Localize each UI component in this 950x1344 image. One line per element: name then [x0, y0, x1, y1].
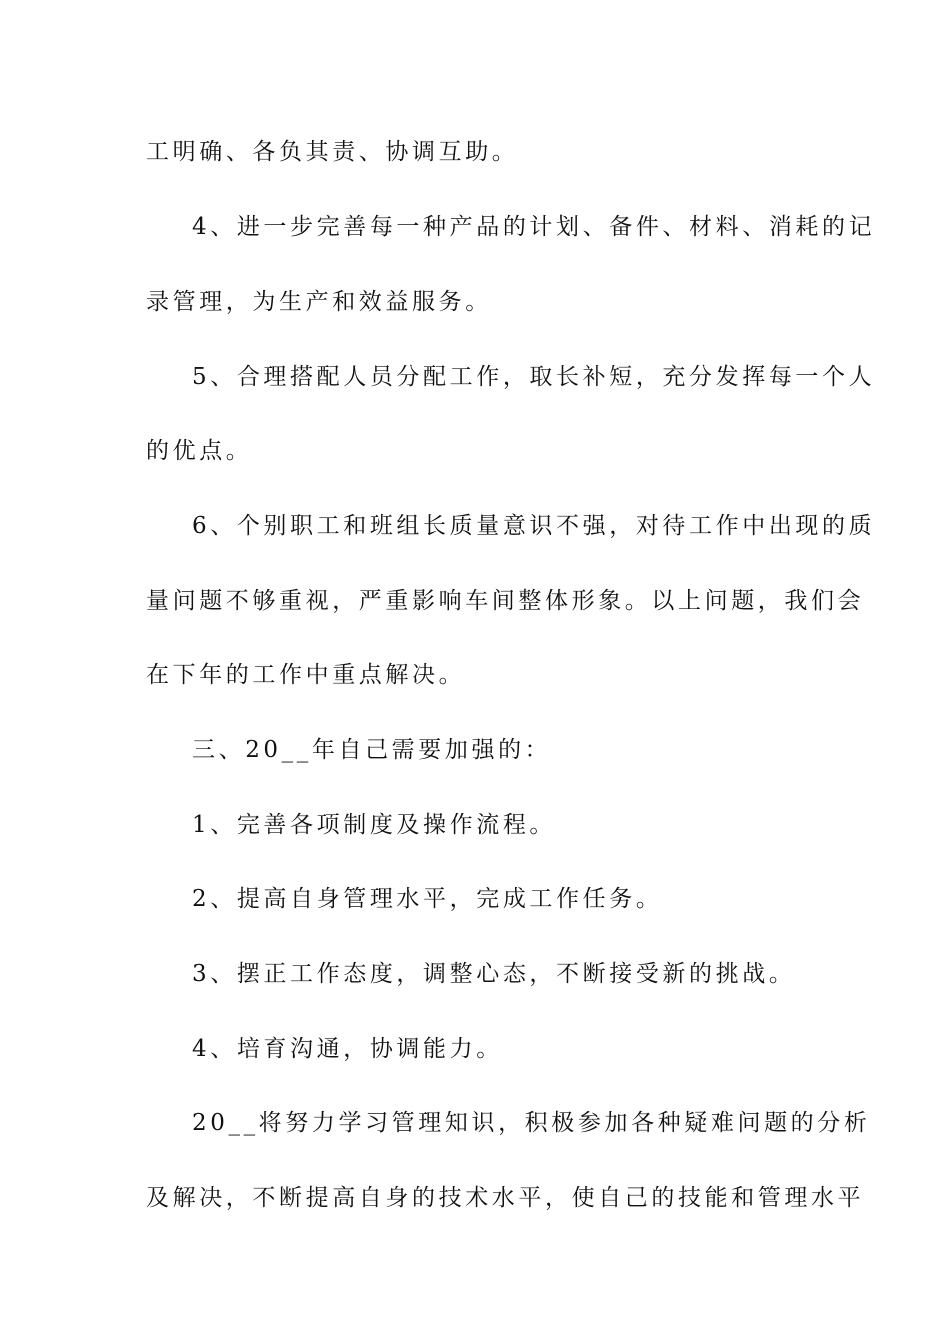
text-line-4: 5、合理搭配人员分配工作，取长补短，充分发挥每一个人 — [192, 364, 876, 390]
text-line-2: 4、进一步完善每一种产品的计划、备件、材料、消耗的记 — [192, 214, 876, 240]
text-line-3: 录管理，为生产和效益服务。 — [146, 289, 492, 315]
text-line-9: 三、20__年自己需要加强的： — [192, 737, 552, 763]
text-line-15: 及解决，不断提高自身的技术水平，使自己的技能和管理水平 — [146, 1185, 865, 1211]
text-line-14: 20__将努力学习管理知识，积极参加各种疑难问题的分析 — [192, 1110, 871, 1136]
text-line-10: 1、完善各项制度及操作流程。 — [192, 812, 557, 838]
text-line-1: 工明确、各负其责、协调互助。 — [146, 139, 519, 165]
text-line-6: 6、个别职工和班组长质量意识不强，对待工作中出现的质 — [192, 513, 876, 539]
text-line-7: 量问题不够重视，严重影响车间整体形象。以上问题，我们会 — [146, 588, 865, 614]
text-line-12: 3、摆正工作态度，调整心态，不断接受新的挑战。 — [192, 961, 796, 987]
text-line-11: 2、提高自身管理水平，完成工作任务。 — [192, 886, 663, 912]
text-line-5: 的优点。 — [146, 438, 253, 464]
text-line-8: 在下年的工作中重点解决。 — [146, 662, 466, 688]
text-line-13: 4、培育沟通，协调能力。 — [192, 1036, 503, 1062]
